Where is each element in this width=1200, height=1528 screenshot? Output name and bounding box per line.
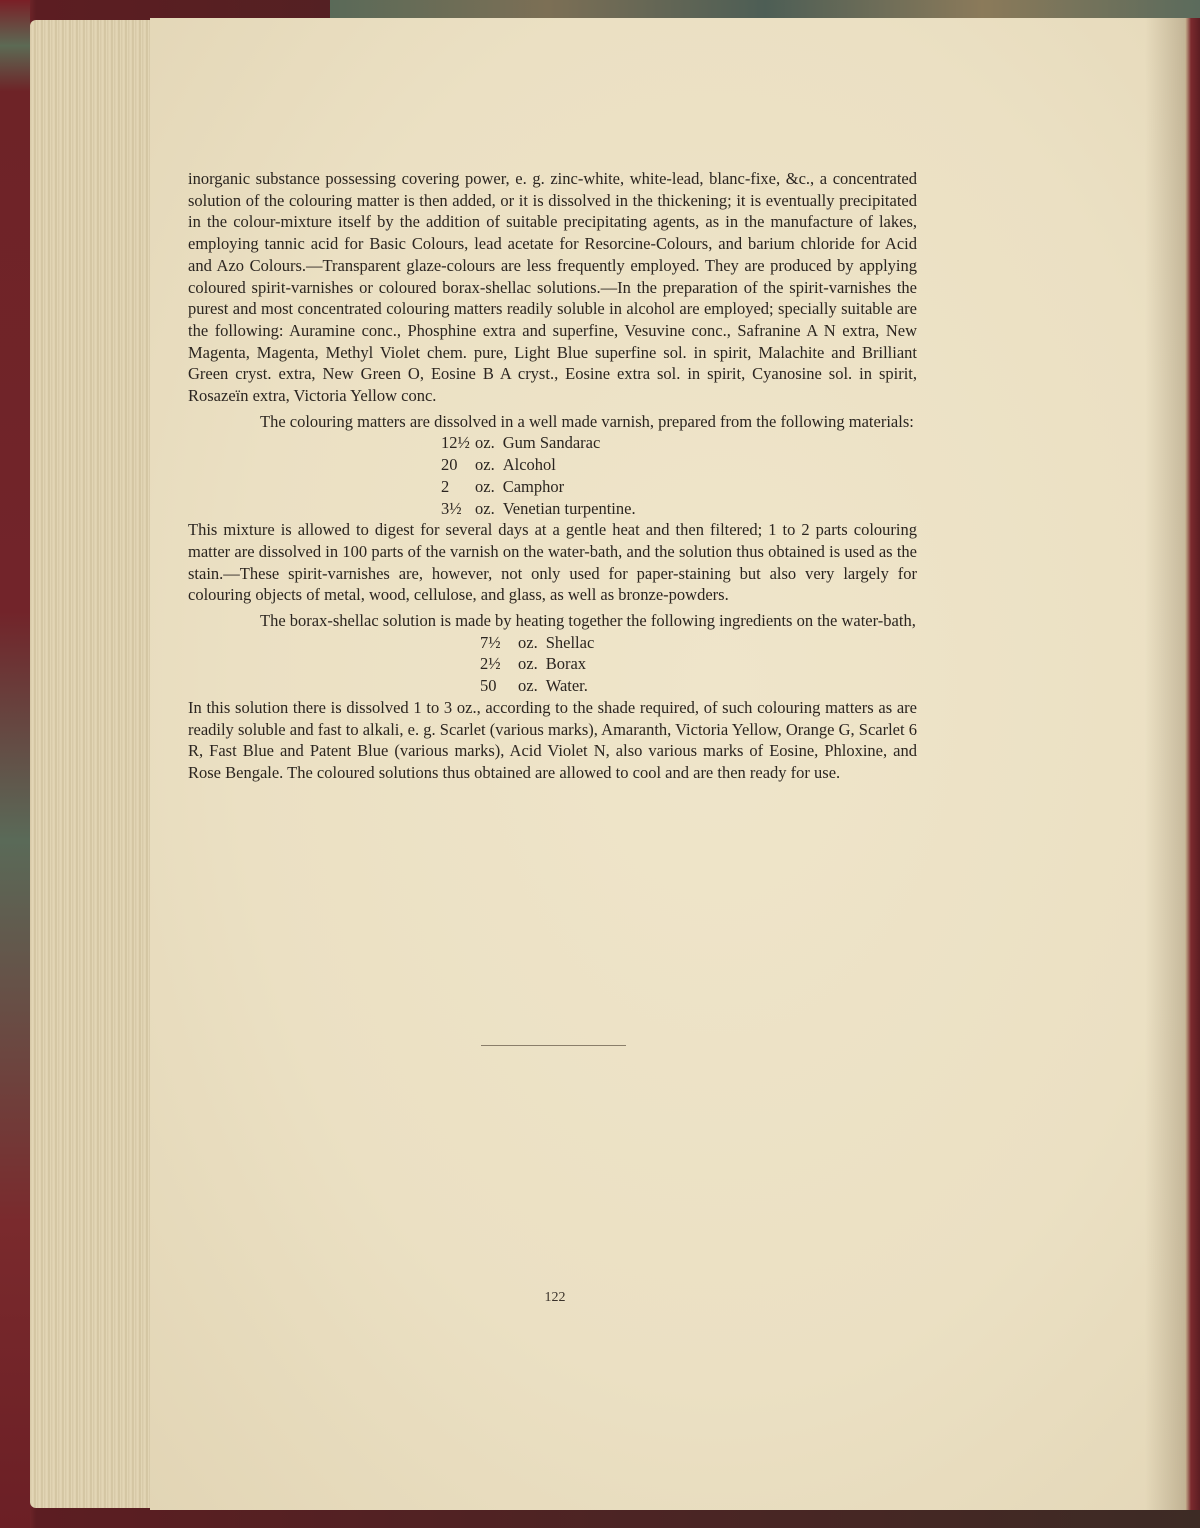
cover-spine-edge	[0, 0, 30, 1528]
recipe-item: Water.	[545, 676, 588, 696]
recipe-line	[441, 476, 917, 498]
paragraph-1: inorganic substance possessing covering power, e. g. zinc-white, white-lead, blanc-fixe, &c., a concentrated solution of the colouring matter is then added, or it is dissolved in the thickening; it is eventually precipitated in the colour-mixture itself by the addition of suitable precipitating agents, as in the manufacture of lakes, employing tannic acid for Basic Colours, lead acetate for Resorcine-Colours, and barium chloride for Acid and Azo Colours.—Transparent glaze-colours are less frequently employed. They are produced by applying coloured spirit-varnishes or coloured borax-shellac solutions.—In the preparation of the spirit-varnishes the purest and most concentrated colouring matters readily soluble in alcohol are employed; specially suitable are the following: Auramine conc., Phosphine extra and superfine, Vesuvine conc., Safranine A N extra, New Magenta, Magenta, Methyl Violet chem. pure, Light Blue superfine sol. in spirit, Malachite and Brilliant Green cryst. extra, New Green O, Eosine B A cryst., Eosine extra sol. in spirit, Cyanosine sol. in spirit, Rosazeïn extra, Victoria Yellow conc.	[188, 169, 917, 406]
recipe-line	[480, 675, 917, 697]
recipe-item: Shellac	[545, 632, 595, 652]
recipe-line	[441, 454, 917, 476]
recipe-qty: 50	[480, 676, 497, 696]
paragraph-2: The colouring matters are dissolved in a well made varnish, prepared from the following materials:	[260, 411, 914, 431]
recipe-line	[441, 432, 917, 454]
recipe-unit: oz.	[475, 433, 495, 453]
recipe-unit: oz.	[518, 632, 538, 652]
recipe-item: Venetian turpentine.	[502, 498, 636, 518]
recipe-qty: 3½	[441, 498, 462, 518]
recipe-unit: oz.	[518, 654, 538, 674]
section-divider	[481, 1045, 626, 1046]
paragraph-4: The borax-shellac solution is made by heating together the following ingredients on the water-bath,	[260, 611, 916, 631]
recipe-qty: 20	[441, 455, 458, 475]
recipe-line	[441, 498, 917, 520]
recipe-unit: oz.	[518, 676, 538, 696]
page-text-block	[188, 168, 917, 784]
page-gutter-shadow	[1145, 18, 1185, 1510]
recipe-line	[480, 632, 917, 654]
cover-right-edge	[1185, 18, 1200, 1510]
recipe-unit: oz.	[475, 498, 495, 518]
recipe-unit: oz.	[475, 476, 495, 496]
recipe-item: Camphor	[502, 476, 565, 496]
recipe-item: Alcohol	[502, 455, 556, 475]
recipe-line	[480, 653, 917, 675]
recipe-qty: 2½	[480, 654, 501, 674]
recipe-item: Borax	[545, 654, 587, 674]
page-number: 122	[544, 1290, 566, 1305]
recipe-qty: 7½	[480, 632, 501, 652]
paragraph-5: In this solution there is dissolved 1 to 3 oz., according to the shade required, of such colouring matters as are readily soluble and fast to alkali, e. g. Scarlet (various marks), Amaranth, Victoria Yellow, Orange G, Scarlet 6 R, Fast Blue and Patent Blue (various marks), Acid Violet N, also various marks of Eosine, Phloxine, and Rose Bengale. The coloured solutions thus obtained are allowed to cool and are then ready for use.	[188, 697, 917, 782]
recipe-qty: 2	[441, 476, 450, 496]
page-stack-edges	[30, 20, 158, 1508]
recipe-item: Gum Sandarac	[502, 433, 601, 453]
paragraph-3: This mixture is allowed to digest for several days at a gentle heat and then filtered; 1 to 2 parts colouring matter are dissolved in 100 parts of the varnish on the water-bath, and the solution thus obtained is used as the stain.—These spirit-varnishes are, however, not only used for paper-staining but also very largely for colouring objects of metal, wood, cellulose, and glass, as well as bronze-powders.	[188, 520, 917, 605]
recipe-unit: oz.	[475, 455, 495, 475]
shellac-recipe-list	[480, 632, 917, 697]
recipe-qty: 12½	[441, 433, 470, 453]
varnish-recipe-list	[441, 432, 917, 519]
